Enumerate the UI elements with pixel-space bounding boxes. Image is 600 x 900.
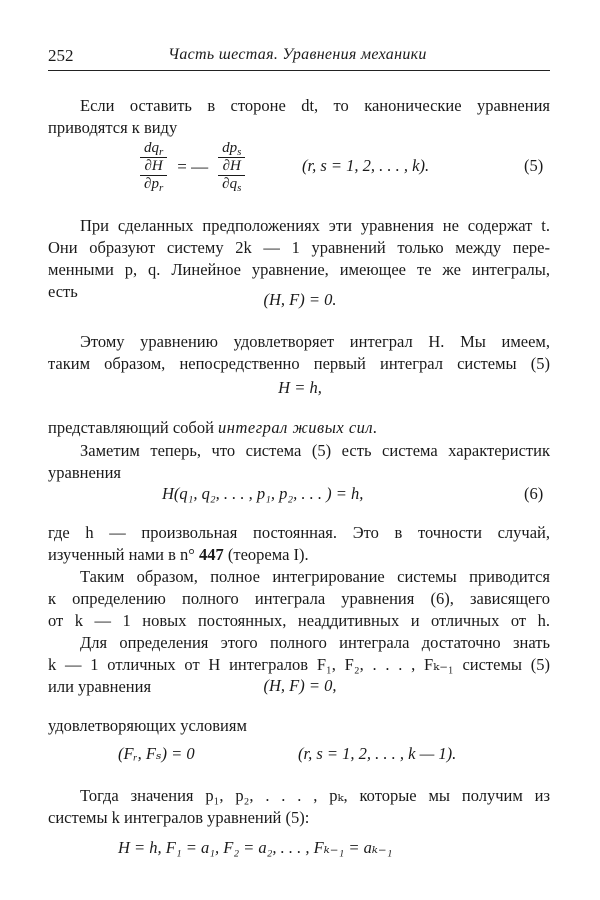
paragraph-line: таким образом, непосредственно первый интеграл системы (5) — [48, 354, 550, 373]
paragraph-line: Для определения этого полного интеграла достаточно знать — [80, 633, 550, 652]
paragraph-line: Заметим теперь, что система (5) есть система характеристик — [80, 441, 550, 460]
paragraph-line: где h — произвольная постоянная. Это в точности случай, — [48, 523, 550, 542]
plain-text: изученный нами в n° — [48, 545, 195, 564]
equation-conditions-right: (r, s = 1, 2, . . . , k — 1). — [298, 744, 457, 763]
paragraph-line — [48, 418, 378, 438]
emphasis-text: интеграл живых сил. — [218, 418, 378, 437]
paragraph-line: приводятся к виду — [48, 118, 178, 137]
paragraph-line: или уравнения — [48, 677, 152, 696]
lhs-numerator: dq — [144, 140, 159, 156]
rhs-numerator-sub: s — [237, 146, 242, 158]
rhs-den-bottom: ∂q — [222, 176, 238, 192]
section-reference: 447 — [199, 545, 224, 564]
page-header — [48, 44, 550, 71]
paragraph-line — [48, 545, 309, 565]
equation-5-range: (r, s = 1, 2, . . . , k). — [302, 156, 430, 175]
rhs-den-top: ∂H — [218, 158, 245, 176]
paragraph-line: от k — 1 новых постоянных, неаддитивных и отличных от h. — [48, 611, 550, 630]
paragraph-line: Этому уравнению удовлетворяет интеграл H. Мы имеем, — [80, 332, 550, 351]
equation-hh: H = h, — [278, 378, 322, 397]
paragraph-line: системы k интегралов уравнений (5): — [48, 808, 310, 827]
running-title: Часть шестая. Уравнения механики — [168, 46, 427, 63]
equals-minus: = — — [177, 156, 209, 176]
lhs-den-bottom-sub: r — [158, 182, 164, 194]
paragraph-line: к определению полного интеграла уравнения (6), зависящего — [48, 589, 550, 608]
equation-5 — [140, 140, 245, 193]
plain-text: представляющий собой — [48, 418, 214, 437]
paragraph-line: менными p, q. Линейное уравнение, имеющее те же интегралы, — [48, 260, 550, 279]
rhs-numerator: dp — [222, 140, 238, 156]
paragraph-line: Если оставить в стороне dt, то канонические уравнения — [80, 96, 550, 115]
equation-6: H(q₁, q₂, . . . , p₁, p₂, . . . ) = h, — [162, 484, 364, 503]
lhs-den-bottom: ∂p — [144, 176, 159, 192]
paragraph-line: есть — [48, 282, 78, 301]
lhs-den-top: ∂H — [140, 158, 167, 176]
equation-integrals: H = h, F₁ = a₁, F₂ = a₂, . . . , Fₖ₋₁ = aₖ₋₁ — [118, 838, 393, 857]
equation-6-label: (6) — [524, 484, 544, 503]
page-number: 252 — [48, 46, 74, 65]
paragraph-line: Тогда значения p₁, p₂, . . . , pₖ, которые мы получим из — [80, 786, 550, 805]
paragraph-line: удовлетворяющих условиям — [48, 716, 247, 735]
lhs-numerator-sub: r — [159, 146, 164, 158]
paragraph-line: При сделанных предположениях эти уравнения не содержат t. — [80, 216, 550, 235]
equation-5-label: (5) — [524, 156, 544, 175]
paragraph-line: k — 1 отличных от H интегралов F₁, F₂, . . . , Fₖ₋₁ системы (5) — [48, 655, 550, 674]
paragraph-line: Таким образом, полное интегрирование системы приводится — [80, 567, 550, 586]
equation-hf: (H, F) = 0. — [263, 290, 337, 309]
paragraph-line: уравнения — [48, 463, 122, 482]
rhs-den-bottom-sub: s — [237, 182, 242, 194]
equation-hf-2: (H, F) = 0, — [263, 676, 337, 695]
paragraph-line: Они образуют систему 2k — 1 уравнений только между пере- — [48, 238, 550, 257]
lhs-fraction — [140, 140, 167, 193]
equation-conditions-left: (Fᵣ, Fₛ) = 0 — [118, 744, 195, 763]
rhs-fraction — [218, 140, 245, 193]
plain-text: (теорема I). — [227, 545, 309, 564]
